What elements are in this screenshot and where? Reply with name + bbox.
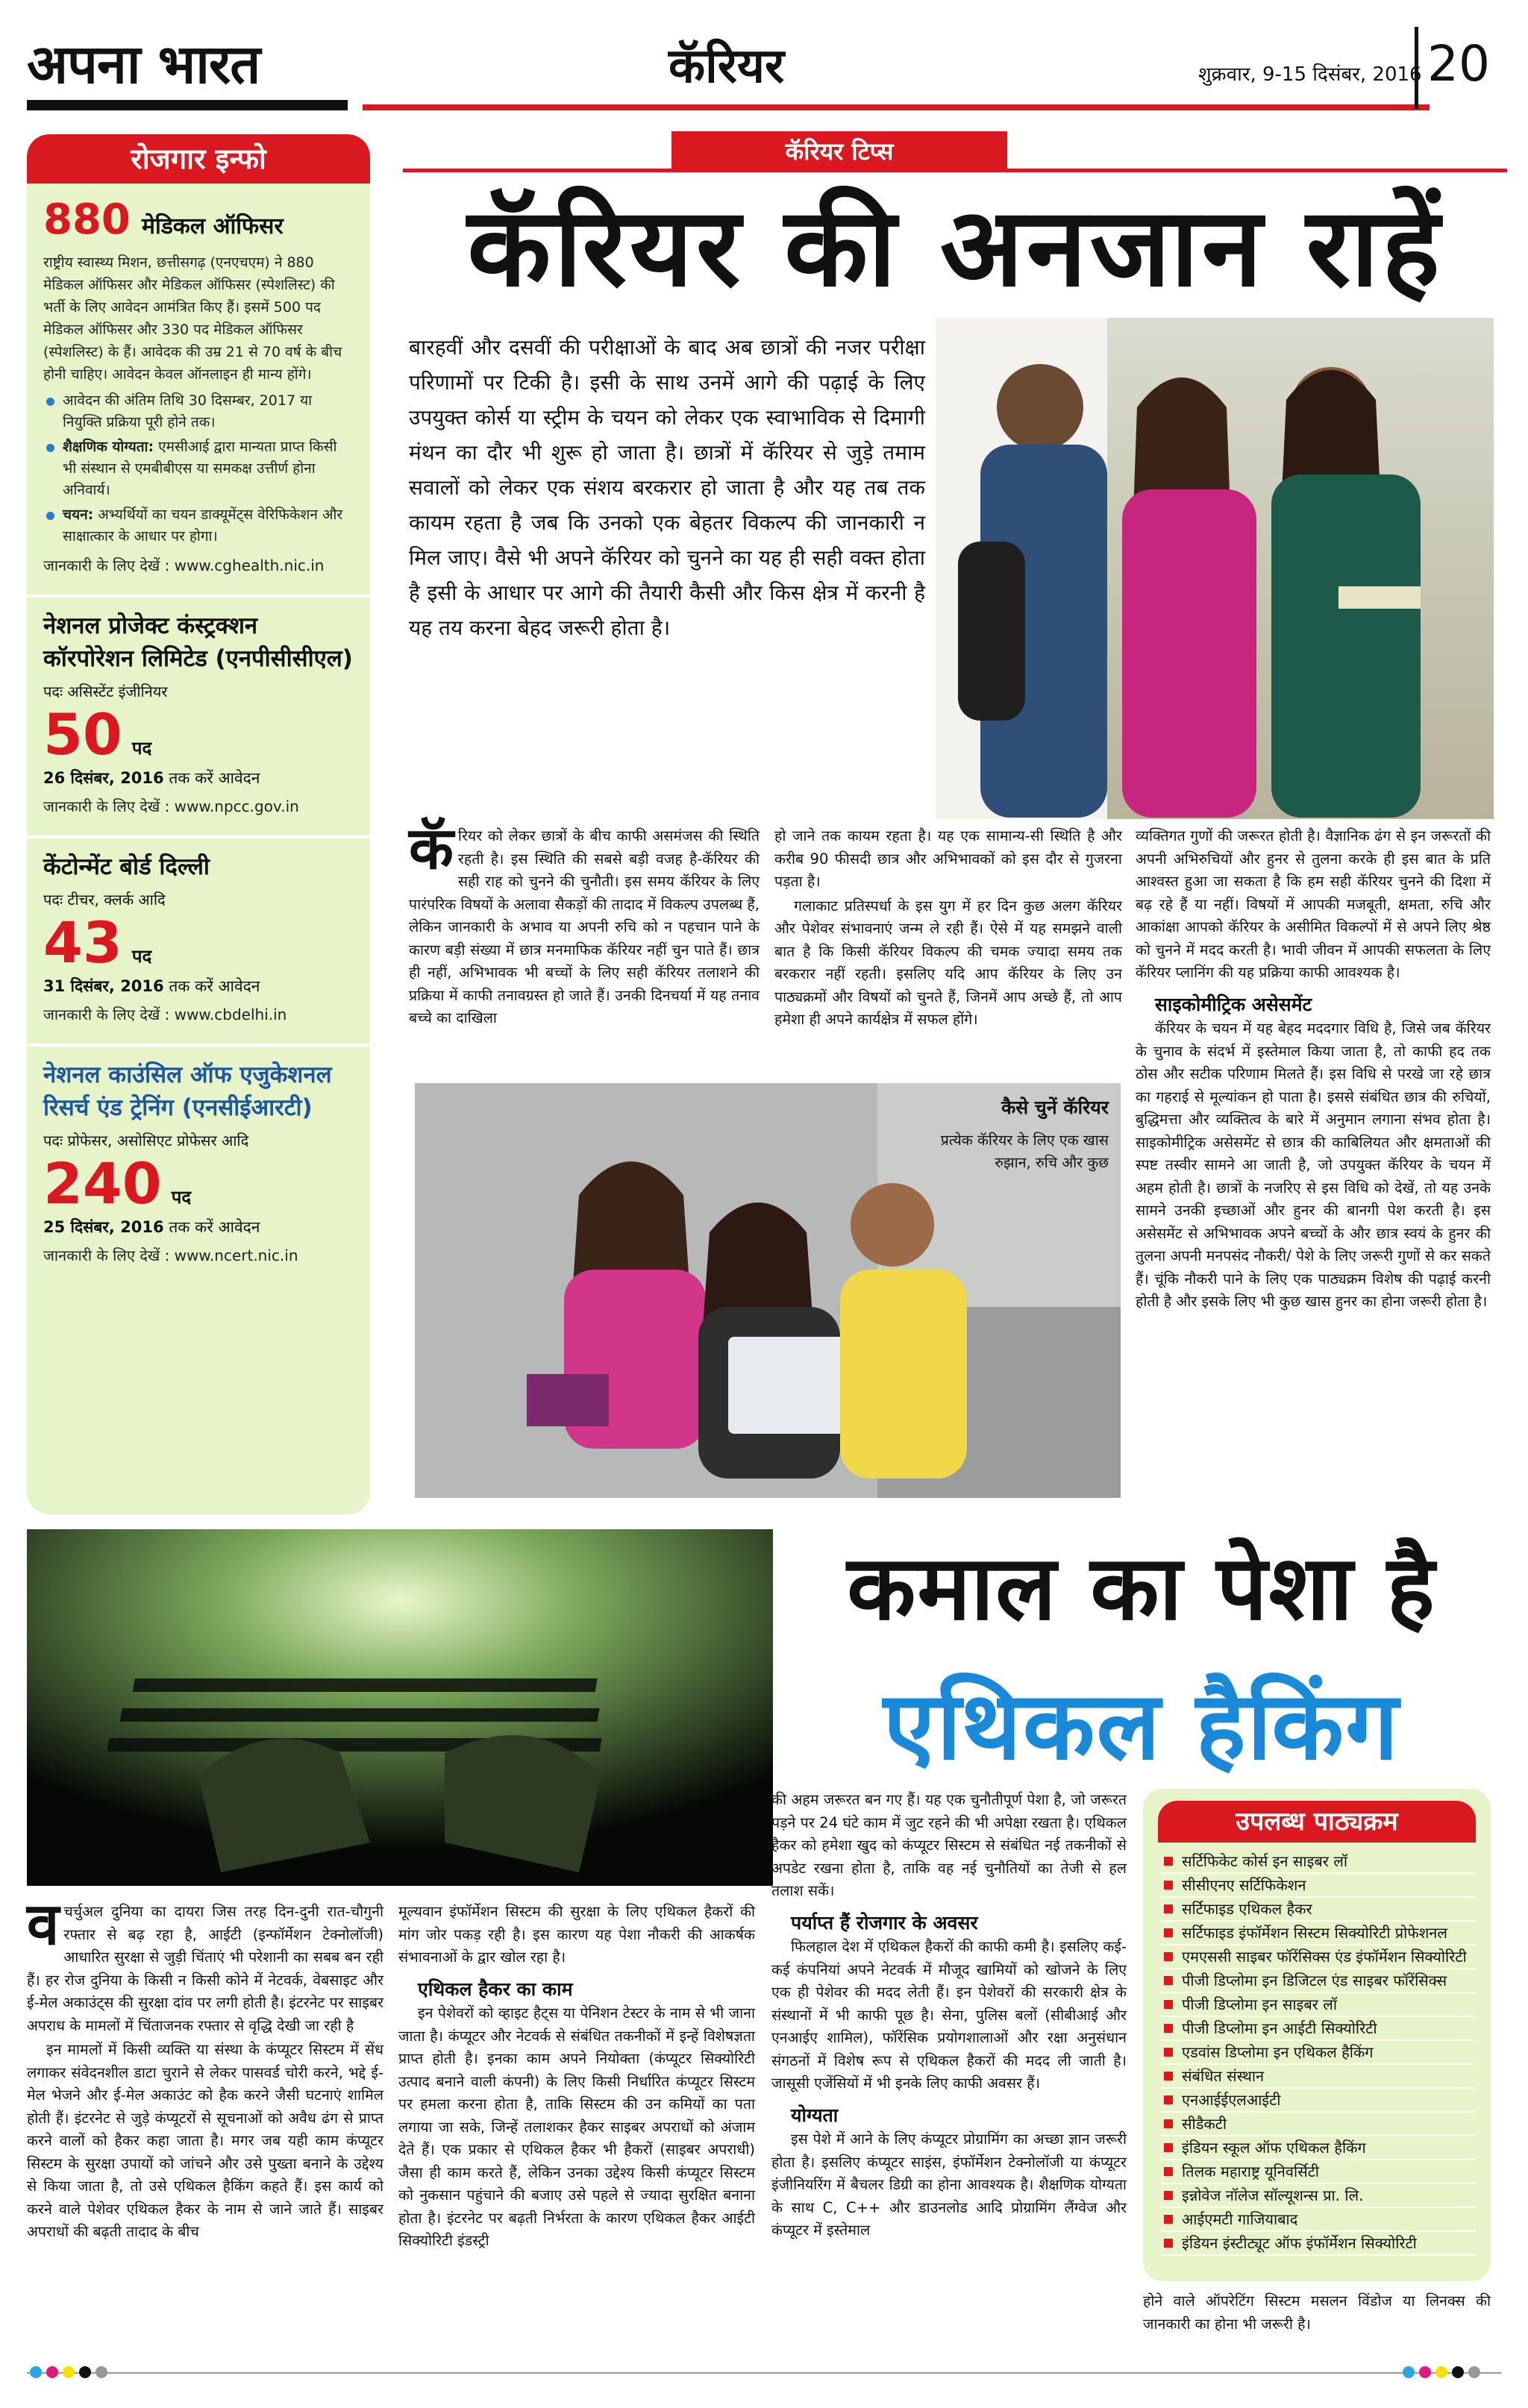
print-registration-dots-left xyxy=(30,2366,107,2378)
publication-date: शुक्रवार, 9-15 दिसंबर, 2016 xyxy=(1198,63,1422,86)
hacking-column-4: होने वाले ऑपरेटिंग सिस्टम मसलन विंडोज या लिनक्स की जानकारी का होना भी जरूरी है। xyxy=(1143,2292,1491,2333)
org-title: केंटोन्मेंट बोर्ड दिल्ली xyxy=(43,853,210,880)
subhead-qualification: योग्यता xyxy=(791,2104,839,2126)
hacking-column-2: मूल्यवान इंफॉर्मेशन सिस्टम की सुरक्षा के लिए एथिकल हैकरों की मांग जोर पकड़ रही है। इस कारण यह पेशा नौकरी की आकर्षक संभावनाओं के द्वार खोल रहा है। एथिकल हैकर का काम इन पेशेवरों को व्हाइट हैट्स या पेनिशन टेस्टर के नाम से भी जाना जाता है। कंप्यूटर और नेटवर्क से संबंधित तकनीकों में इन्हें विशेषज्ञता प्राप्त होती है। इनका काम अपने नियोक्ता (कंप्यूटर सिक्योरिटी उत्पाद बनाने वाली कंपनी) के लिए किसी निर्धारित कंप्यूटर सिस्टम पर हमला करना होता है, ताकि सिस्टम की उन कमियों का पता लगाया जा सके, जिन्हें तलाशकर हैकर साइबर अपराधों को अंजाम देते हैं। एक प्रकार से एथिकल हैकर भी हैकरों (साइबर अपराधी) जैसा ही काम करते हैं, लेकिन उनका उद्देश्य किसी कंप्यूटर सिस्टम को नुकसान पहुंचाने की बजाए उसे पहले से ज्यादा सुरक्षित बनाना होता है। इंटरनेट पर बढ़ती निर्भरता के कारण एथिकल हैकर आईटी सिक्योरिटी इंडस्ट्री xyxy=(398,1903,755,2249)
job-description: राष्ट्रीय स्वास्थ्य मिशन, छत्तीसगढ़ (एनएचएम) ने 880 मेडिकल ऑफिसर और मेडिकल ऑफिसर (स्पेशलिस्ट) की भर्ती के लिए आवेदन आमंत्रित किए हैं। इसमें 500 पद मेडिकल ऑफिसर और 330 पद मेडिकल ऑफिसर (स्पेशलिस्ट) के हैं। आवेदक की उम्र 21 से 70 वर्ष के बीच होनी चाहिए। आवेदन केवल ऑनलाइन ही मान्य होंगे। xyxy=(43,254,342,383)
course-item: एडवांस डिप्लोमा इन एथिकल हैकिंग xyxy=(1161,2041,1476,2065)
job-post: पदः टीचर, क्लर्क आदि xyxy=(43,891,166,909)
course-item: तिलक महाराष्ट्र यूनिवर्सिटी xyxy=(1161,2160,1476,2184)
deadline: 31 दिसंबर, 2016 तक करें आवेदन xyxy=(43,977,260,995)
course-item: सीडैकटी xyxy=(1161,2113,1476,2136)
print-registration-dots-right xyxy=(1403,2366,1480,2378)
vacancy-unit: पद xyxy=(131,946,152,967)
course-item: पीजी डिप्लोमा इन आईटी सिक्योरिटी xyxy=(1161,2017,1476,2041)
newspaper-brand: अपना भारत xyxy=(27,33,260,95)
page-number: 20 xyxy=(1415,27,1504,109)
org-title: नेशनल प्रोजेक्ट कंस्ट्रक्शन कॉरपोरेशन लिमिटेड (एनपीसीसीएल) xyxy=(43,612,353,672)
brand-underline xyxy=(27,100,348,110)
course-item: सर्टिफाइड इंफॉर्मेशन सिस्टम सिक्योरिटी प्रोफेशनल xyxy=(1161,1922,1476,1945)
job-post: मेडिकल ऑफिसर xyxy=(142,213,284,239)
vacancy-count: 240 xyxy=(43,1150,162,1217)
tag-rule xyxy=(403,169,1507,172)
course-item: इंडियन स्कूल ऑफ एथिकल हैकिंग xyxy=(1161,2136,1476,2160)
job-count: 880 xyxy=(43,195,131,244)
course-item: सीसीएनए सर्टिफिकेशन xyxy=(1161,1874,1476,1898)
footer-rule xyxy=(27,2372,1501,2374)
hacking-headline: कमाल का पेशा है xyxy=(847,1535,1436,1640)
rozgar-info-sidebar xyxy=(27,134,370,1514)
course-item: सर्टिफिकेट कोर्स इन साइबर लॉ xyxy=(1161,1850,1476,1874)
job-post: पदः असिस्टेंट इंजीनियर xyxy=(43,683,168,700)
courses-box xyxy=(1143,1789,1491,2281)
course-item: इन्नोवेज नॉलेज सॉल्यूशन्स प्रा. लि. xyxy=(1161,2184,1476,2208)
section-name: कॅरियर xyxy=(668,38,785,94)
course-item: एनआईईएलआईटी xyxy=(1161,2089,1476,2113)
hacker-keyboard-photo xyxy=(27,1529,773,1886)
courses-list xyxy=(1143,1850,1491,2256)
dropcap: व xyxy=(27,1890,60,1958)
subhead-psychometric: साइकोमीट्रिक असेसमेंट xyxy=(1155,993,1312,1015)
job-block-npcc xyxy=(27,598,370,822)
job-block-cantonment xyxy=(27,838,370,1030)
info-link[interactable]: जानकारी के लिए देखें : www.cghealth.nic.in xyxy=(43,556,325,574)
courses-title: उपलब्ध पाठ्यक्रम xyxy=(1158,1801,1476,1843)
section-tag: कॅरियर टिप्स xyxy=(671,131,1007,172)
vacancy-count: 43 xyxy=(43,909,122,976)
job-block-nhm xyxy=(27,184,370,581)
job-block-ncert xyxy=(27,1047,370,1271)
dropcap: कॅ xyxy=(409,815,454,882)
header-rule xyxy=(363,104,1430,110)
course-item: पीजी डिप्लोमा इन डिजिटल एंड साइबर फॉरेंसिक्स xyxy=(1161,1969,1476,1993)
job-bullets xyxy=(43,390,354,548)
bullet-item: आवेदन की अंतिम तिथि 30 दिसम्बर, 2017 या नियुक्ति प्रक्रिया पूरी होने तक। xyxy=(43,390,354,433)
vacancy-count: 50 xyxy=(43,701,122,768)
bullet-item: शैक्षणिक योग्यता: एमसीआई द्वारा मान्यता प्राप्त किसी भी संस्थान से एमबीबीएस या समकक्ष उत्तीर्ण होना अनिवार्य। xyxy=(43,436,354,501)
course-item: संबंधित संस्थान xyxy=(1161,2065,1476,2089)
course-item: एमएससी साइबर फॉरेंसिक्स एंड इंफॉर्मेशन सिक्योरिटी xyxy=(1161,1945,1476,1969)
subhead-employment: पर्याप्त हैं रोजगार के अवसर xyxy=(791,1911,978,1934)
bullet-item: चयन: अभ्यर्थियों का चयन डाक्यूमेंट्स वेरिफिकेशन और साक्षात्कार के आधार पर होगा। xyxy=(43,504,354,548)
course-item: पीजी डिप्लोमा इन साइबर लॉ xyxy=(1161,1993,1476,2017)
career-column-3: व्यक्तिगत गुणों की जरूरत होती है। वैज्ञानिक ढंग से इन जरूरतों की अपनी अभिरुचियों और हुनर से तुलना करके ही इस बात के प्रति आश्वस्त हुआ जा सकता है कि हम सही कॅरियर चुनने की दिशा में बढ़ रहे हैं या नहीं। विषयों में आपकी मजबूती, क्षमता, रुचि और आकांक्षा आपको कॅरियर के असीमित विकल्पों में से अपने लिए श्रेष्ठ को चुनने में मदद करती है। भावी जीवन में आपकी सफलता के लिए कॅरियर प्लानिंग की यह प्रक्रिया काफी आवश्यक है। साइकोमीट्रिक असेसमेंट कॅरियर के चयन में यह बेहद मददगार विधि है, जिसे जब कॅरियर के चुनाव के संदर्भ में इस्तेमाल किया जाता है, तो काफी हद तक ठोस और सटीक परिणाम मिलते हैं। इस विधि से परखे जा रहे छात्र का गहराई से मूल्यांकन हो पाता है। इससे संबंधित छात्र की रुचियों, बुद्धिमत्ता और व्यक्तित्व के बारे में अनुमान लगाना संभव होता है। साइकोमीट्रिक असेसमेंट से छात्र की काबिलियत और क्षमताओं की स्पष्ट तस्वीर सामने आ जाती है, जो उपयुक्त कॅरियर के चयन में अहम होती है। छात्रों के नजरिए से इस विधि को देखें, तो यह उनके सामने उनकी इच्छाओं और हुनर की बानगी पेश करती है। इस असेसमेंट से अभिभावक अपने बच्चों के और छात्र स्वयं के हुनर की तुलना अपनी मनपसंद नौकरी/ पेशे के लिए जरूरी गुणों से कर सकते हैं। चूंकि नौकरी पाने के लिए एक पाठ्यक्रम विशेष की पढ़ाई करनी होती है और इसके लिए भी कुछ खास हुनर का होना जरूरी होता है। xyxy=(1136,827,1491,1310)
career-column-1: कॅरियर को लेकर छात्रों के बीच काफी असमंजस की स्थिति रहती है। इस स्थिति की सबसे बड़ी वजह है-कॅरियर की सही राह को चुनने की चुनौती। इस समय कॅरियर के लिए पारंपरिक विषयों के अलावा सैकड़ों की तादाद में विकल्प उपलब्ध हैं, लेकिन जानकारी के अभाव या अपनी रुचि को न पहचान पाने के कारण बड़ी संख्या में छात्र मनमाफिक कॅरियर नहीं चुन पाते हैं। छात्र ही नहीं, अभिभावक भी बच्चों के लिए सही कॅरियर तलाशने की प्रक्रिया में काफी तनावग्रस्त हो जाते हैं। उनकी दिनचर्या में यह तनाव बच्चे का दाखिला xyxy=(409,815,760,1026)
org-title: नेशनल काउंसिल ऑफ एजुकेशनल रिसर्च एंड ट्रेनिंग (एनसीईआरटी) xyxy=(43,1062,332,1121)
career-column-2: हो जाने तक कायम रहता है। यह एक सामान्य-सी स्थिति है और करीब 90 फीसदी छात्र और अभिभावकों को इस दौर से गुजरना पड़ता है। गलाकाट प्रतिस्पर्धा के इस युग में हर दिन कुछ अलग कॅरियर और पेशेवर संभावनाएं जन्म ले रही हैं। ऐसे में यह समझने वाली बात है कि किसी कॅरियर विकल्प की चमक ज्यादा समय तक बरकरार नहीं रहती। इसलिए यदि आप कॅरियर के लिए उन पाठ्यक्रमों और विषयों को चुनते हैं, जिनमें आप अच्छे हैं, तो आप हमेशा ही अपने कार्यक्षेत्र में सफल होंगे। xyxy=(774,827,1122,1028)
subhead-kaise: कैसे चुनें कॅरियर xyxy=(1001,1097,1109,1118)
course-item: आईएमटी गाजियाबाद xyxy=(1161,2208,1476,2232)
intro-paragraph: बारहवीं और दसवीं की परीक्षाओं के बाद अब छात्रों की नजर परीक्षा परिणामों पर टिकी है। इसी के साथ उनमें आगे की पढ़ाई के लिए उपयुक्त कोर्स या स्ट्रीम के चयन को लेकर एक स्वाभाविक से दिमागी मंथन का दौर भी शुरू हो जाता है। छात्रों में कॅरियर से जुड़े तमाम सवालों को लेकर एक संशय बरकरार हो जाता है और यह तब तक कायम रहता है जब कि उनको एक बेहतर विकल्प की जानकारी न मिल जाए। वैसे भी अपने कॅरियर को चुनने का यह ही सही वक्त होता है इसी के आधार पर आगे की तैयारी कैसी और किस क्षेत्र में करनी है यह तय करना बेहद जरूरी होता है। xyxy=(409,335,925,640)
info-link[interactable]: जानकारी के लिए देखें : www.cbdelhi.in xyxy=(43,1006,287,1023)
sidebar-title: रोजगार इन्फो xyxy=(27,134,370,184)
course-item: इंडियन इंस्टीट्यूट ऑफ इंफॉर्मेशन सिक्योरिटी xyxy=(1161,2232,1476,2256)
deadline: 25 दिसंबर, 2016 तक करें आवेदन xyxy=(43,1218,260,1236)
kaise-text: प्रत्येक कॅरियर के लिए एक खास रुझान, रुचि और कुछ xyxy=(940,1132,1109,1171)
hacking-column-3: की अहम जरूरत बन गए हैं। यह एक चुनौतीपूर्ण पेशा है, जो जरूरत पड़ने पर 24 घंटे काम में जुट रहने की भी अपेक्षा रखता है। एथिकल हैकर को हमेशा खुद को कंप्यूटर सिस्टम से संबंधित नई तकनीकों से अपडेट रखना होता है, ताकि वह नई चुनौतियों का तेजी से हल तलाश सकें। पर्याप्त हैं रोजगार के अवसर फिलहाल देश में एथिकल हैकरों की काफी कमी है। इसलिए कई-कई कंपनियां अपने नेटवर्क में मौजूद खामियों को खोजने के लिए एक ही पेशेवर की मदद लेती हैं। इन पेशेवरों की सरकारी क्षेत्र के संस्थानों में भी काफी पूछ है। सेना, पुलिस बलों (सीबीआई और एनआईए शामिल), फॉरेंसिक प्रयोगशालाओं और रक्षा अनुसंधान संगठनों में विशेष रूप से एथिकल हैकरों की मदद ली जाती है। जासूसी एजेंसियों में भी इनके लिए काफी अवसर हैं। योग्यता इस पेशे में आने के लिए कंप्यूटर प्रोग्रामिंग का अच्छा ज्ञान जरूरी होता है। इसलिए कंप्यूटर साइंस, इंफॉर्मेशन टेक्नोलॉजी या कंप्यूटर इंजीनियरिंग में बैचलर डिग्री का होना आवश्यक है। शैक्षणिक योग्यता के साथ C, C++ और डाउनलोड आदि प्रोग्रामिंग लैंग्वेज और कंप्यूटर में इस्तेमाल xyxy=(771,1791,1127,2239)
vacancy-unit: पद xyxy=(171,1187,192,1208)
subhead-ethical-hacker-work: एथिकल हैकर का काम xyxy=(418,1978,573,2000)
group-students-photo xyxy=(415,1083,1121,1498)
course-item: सर्टिफाइड एथिकल हैकर xyxy=(1161,1898,1476,1922)
info-link[interactable]: जानकारी के लिए देखें : www.ncert.nic.in xyxy=(43,1247,298,1264)
hacking-column-1: वचर्चुअल दुनिया का दायरा जिस तरह दिन-दुनी रात-चौगुनी रफ्तार से बढ़ रहा है, आईटी (इन्फॉर्मेशन टेक्नोलॉजी) आधारित सुरक्षा से जुड़ी चिंताएं भी परेशानी का सबब बन रही हैं। हर रोज दुनिया के किसी न किसी कोने में नेटवर्क, वेबसाइट और ई-मेल अकाउंट्स की सुरक्षा दांव पर लगी होती है। इंटरनेट पर साइबर अपराध के मामलों में चिंताजनक रफ्तार से वृद्धि देखी जा रही है इन मामलों में किसी व्यक्ति या संस्था के कंप्यूटर सिस्टम में सेंध लगाकर संवेदनशील डाटा चुराने से लेकर पासवर्ड चोरी करने, भद्दे ई-मेल भेजने और ई-मेल अकाउंट को हैक करने जैसी घटनाएं शामिल होती हैं। इंटरनेट से जुड़े कंप्यूटरों से सूचनाओं को अवैध ढंग से प्राप्त करने वालों को हैकर कहा जाता है। मगर जब यही काम कंप्यूटर सिस्टम के सुरक्षा उपायों को जांचने और उसे पुख्ता बनाने के उद्देश्य से किया जाता है, तो उसे एथिकल हैकिंग कहते हैं। इस कार्य को करने वाले पेशेवर एथिकल हैकर के नाम से जाने जाते हैं। साइबर अपराधों की बढ़ती तादाद के बीच xyxy=(27,1890,383,2240)
job-post: पदः प्रोफेसर, असोसिएट प्रोफेसर आदि xyxy=(43,1132,249,1150)
main-headline: कॅरियर की अनजान राहें xyxy=(467,184,1443,311)
hacking-headline-highlight: एथिकल हैकिंग xyxy=(883,1670,1400,1781)
masthead xyxy=(27,27,1504,109)
vacancy-unit: पद xyxy=(131,738,152,759)
info-link[interactable]: जानकारी के लिए देखें : www.npcc.gov.in xyxy=(43,797,299,815)
deadline: 26 दिसंबर, 2016 तक करें आवेदन xyxy=(43,769,260,787)
students-photo xyxy=(936,318,1494,819)
